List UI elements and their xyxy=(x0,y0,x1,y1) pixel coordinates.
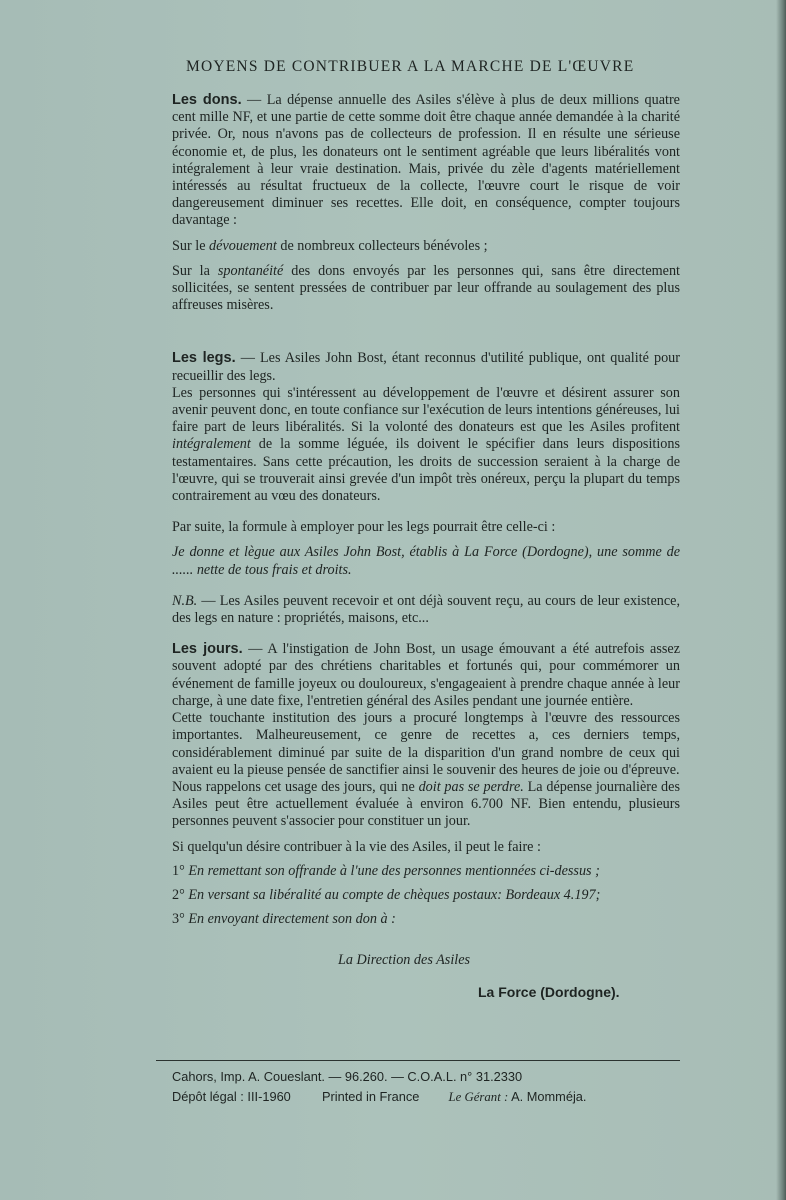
dons-heading: Les dons. xyxy=(172,92,242,108)
text-segment: Sur la xyxy=(172,262,218,279)
legs-nb xyxy=(172,593,680,627)
list-item xyxy=(172,863,680,880)
footer-printed: Printed in France xyxy=(321,1089,420,1104)
main-text xyxy=(172,92,680,1001)
list-item xyxy=(172,887,680,904)
legs-heading: Les legs. xyxy=(172,350,236,367)
jours-paragraph-3 xyxy=(172,779,680,831)
legs-paragraph xyxy=(172,350,680,384)
legs-paragraph-2 xyxy=(172,385,680,505)
list-number: 1° xyxy=(172,862,185,879)
legs-body: — Les Asiles John Bost, étant reconnus d'utilité publique, ont qualité pour recueillir des legs. xyxy=(172,350,680,384)
jours-paragraph-2: Cette touchante institution des jours a procuré longtemps à l'œuvre des ressources importantes. Malheureusement, ce genre de recettes a, ces derniers temps, considérablement diminué par suite de la disparition d'un grand nombre de ceux qui avaient eu la pieuse pensée de sanctifier ainsi le souvenir des heures de joie ou d'épreuve. xyxy=(172,710,680,778)
text-segment: Nous rappelons cet usage des jours, qui ne xyxy=(172,778,419,795)
emphasis: spontanéité xyxy=(217,262,284,279)
footer-depot: Dépôt légal : III-1960 xyxy=(172,1089,291,1104)
text-segment: — Les Asiles peuvent recevoir et ont déjà souvent reçu, au cours de leur existence, des legs en nature : propriétés, maisons, etc... xyxy=(172,592,680,627)
emphasis: doit pas se perdre. xyxy=(418,778,524,795)
footer-gerant-name: A. Momméja. xyxy=(511,1089,587,1104)
jours-heading: Les jours. xyxy=(172,641,243,658)
signature-place: La Force (Dordogne). xyxy=(478,983,620,1000)
dons-paragraph xyxy=(172,92,680,230)
list-number: 3° xyxy=(172,911,185,928)
dons-body: — La dépense annuelle des Asiles s'élève à plus de deux millions quatre cent mille NF, et une partie de cette somme doit être chaque année demandée à la charité privée. Or, nous n'avons pas de collecteurs de profession. Il en résulte une sérieuse économie et, de plus, les donateurs ont le sentiment agréable que leurs libéralités vont intégralement à leur vraie destination. Mais, privée du zèle d'agents matériellement intéressés au résultat fructueux de la collecte, l'œuvre court le risque de voir dangereusement diminuer ses recettes. Elle doit, en conséquence, compter toujours davantage : xyxy=(172,92,680,229)
jours-paragraph-4: Si quelqu'un désire contribuer à la vie des Asiles, il peut le faire : xyxy=(172,838,541,855)
text-segment: La dépense journalière des Asiles peut être actuellement évaluée à environ 6.700 NF. Bien entendu, plusieurs personnes peuvent s'associer pour constituer un jour. xyxy=(172,778,680,830)
emphasis: intégralement xyxy=(172,436,251,453)
list-text: En versant sa libéralité au compte de chèques postaux: Bordeaux 4.197; xyxy=(188,886,601,903)
jours-paragraph xyxy=(172,641,680,710)
footer-divider xyxy=(156,1060,680,1061)
legs-formula-intro: Par suite, la formule à employer pour les legs pourrait être celle-ci : xyxy=(172,519,556,536)
contribution-list xyxy=(172,863,680,929)
nb-label: N.B. xyxy=(172,592,198,609)
text-segment: de nombreux collecteurs bénévoles ; xyxy=(276,237,488,254)
footer-gerant-label: Le Gérant : xyxy=(448,1090,509,1104)
text-segment: Sur le xyxy=(172,237,210,254)
text-segment: de la somme léguée, ils doivent le spécifier dans leurs dispositions testamentaires. Sans cette précaution, les droits de succession seraient à la charge de l'œuvre, qui se trouverait ainsi grevée d'un impôt très onéreux, perçu la plupart du temps contrairement au vœu des donateurs. xyxy=(172,436,680,505)
list-text: En envoyant directement son don à : xyxy=(188,911,396,928)
dons-devouement xyxy=(172,238,680,255)
dons-spontaneite xyxy=(172,263,680,315)
list-text: En remettant son offrande à l'une des personnes mentionnées ci-dessus ; xyxy=(188,862,600,879)
list-number: 2° xyxy=(172,886,185,903)
list-item xyxy=(172,911,680,928)
page-edge-shadow xyxy=(776,0,786,1200)
signature-direction: La Direction des Asiles xyxy=(338,952,471,969)
legs-formula: Je donne et lègue aux Asiles John Bost, établis à La Force (Dordogne), une somme de ...... nette de tous frais et droits. xyxy=(172,544,680,578)
jours-body: — A l'instigation de John Bost, un usage émouvant a été autrefois assez souvent adopté par des chrétiens charitables et fortunés qui, pour commémorer un événement de famille joyeux ou douloureux, s'engageaient à prendre chaque année à leur charge, à une date fixe, l'entretien général des Asiles pendant une journée entière. xyxy=(172,641,680,709)
text-segment: Les personnes qui s'intéressent au développement de l'œuvre et désirent assurer son avenir peuvent donc, en toute confiance sur l'exécution de leurs intentions généreuses, lui faire part de leurs libéralités. Si la volonté des donateurs est que les Asiles profitent xyxy=(172,384,680,436)
footer-legal xyxy=(172,1089,692,1105)
page-header: MOYENS DE CONTRIBUER A LA MARCHE DE L'ŒUVRE xyxy=(186,58,635,75)
text-segment: des dons envoyés par les personnes qui, sans être directement sollicitées, se sentent pressées de contribuer par leur offrande au soulagement des plus affreuses misères. xyxy=(172,262,680,314)
footer-printer: Cahors, Imp. A. Coueslant. — 96.260. — C.O.A.L. n° 31.2330 xyxy=(172,1069,523,1084)
emphasis: dévouement xyxy=(209,237,277,254)
